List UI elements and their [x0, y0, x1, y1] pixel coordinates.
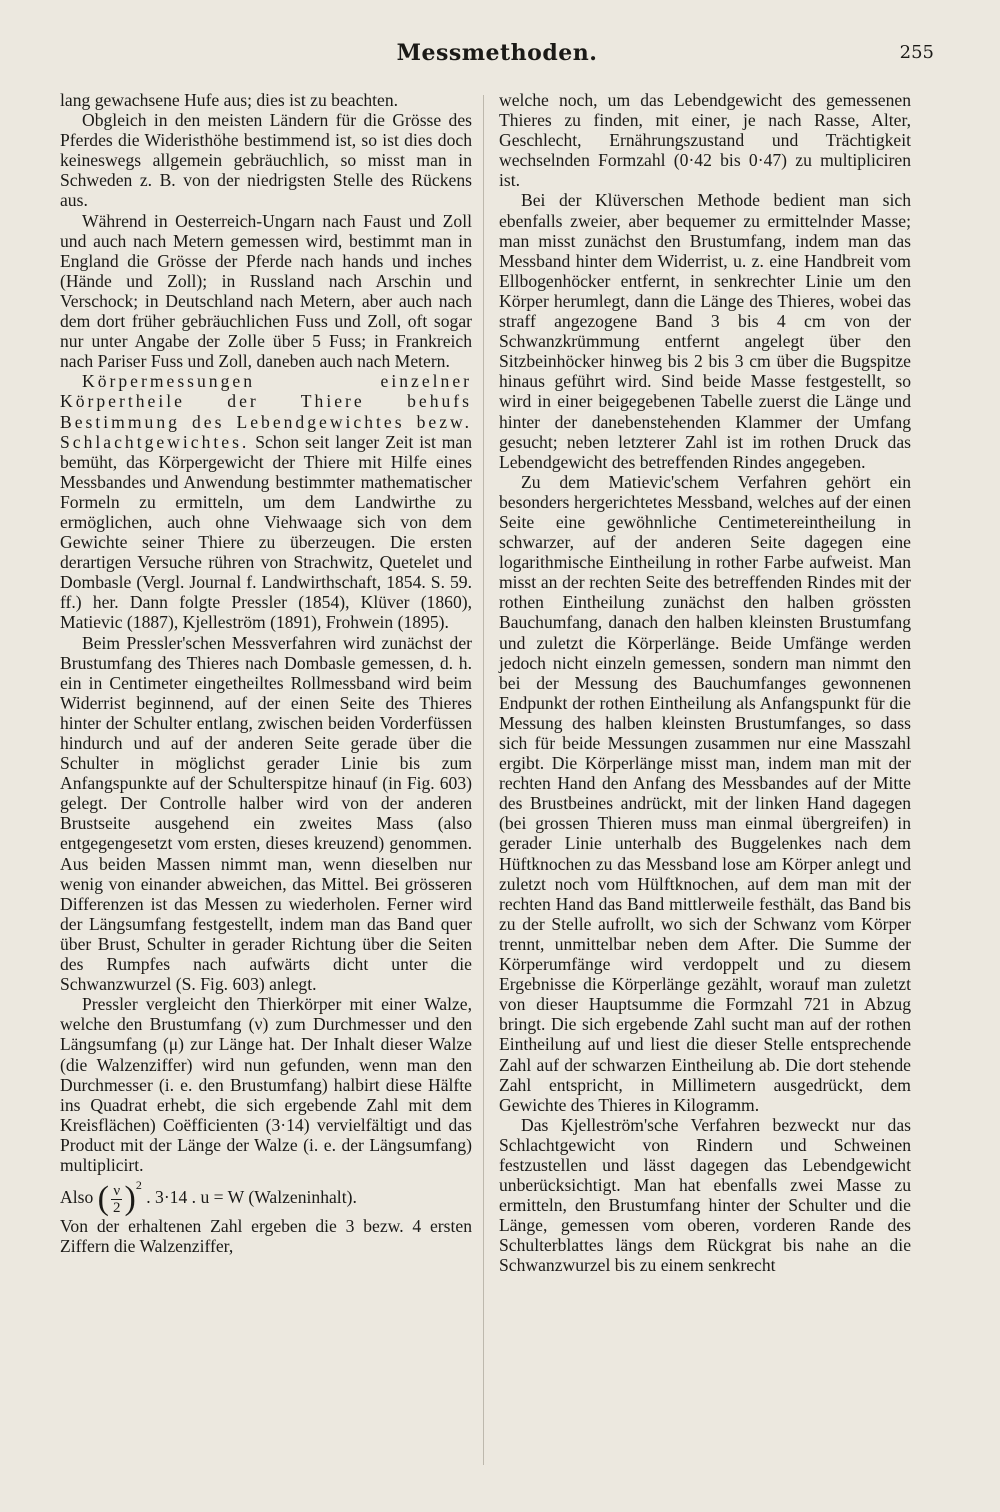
paragraph: Das Kjelleström'sche Verfahren bezweckt nur das Schlachtgewicht von Rindern und Schweinen festzustellen und lässt dagegen das Lebendgewicht unberücksichtigt. Man hat ebenfalls zwei Masse zu ermitteln, den Brustumfang hinter der Schulter und die Länge, gemessen vom oberen, vorderen Rande des Schulterblattes längs dem Rückgrat bis nahe an die Schwanzwurzel bis zu einem senkrecht [499, 1114, 911, 1276]
formula-prefix: Also [60, 1187, 94, 1208]
right-column [499, 90, 911, 1276]
formula-paren-open: ( [97, 1179, 109, 1217]
paragraph: lang gewachsene Hufe aus; dies ist zu beachten. [60, 90, 399, 110]
fraction-numerator: ν [111, 1183, 123, 1200]
left-column [60, 90, 472, 1256]
paragraph: Bei der Klüverschen Methode bedient man sich ebenfalls zweier, aber bequemer zu ermittelnder Masse; man misst zunächst den Brustumfang, indem man das Messband hinter dem Widerrist, u. z. eine Handbreit vom Ellbogenhöcker entfernt, in senkrechter Linie um den Körper herumlegt, dann die Länge des Thieres, wobei das straff angezogene Band 3 bis 4 cm von der Schwanzkrümmung entfernt angelegt über den Sitzbeinhöcker hinweg bis 2 bis 3 cm über die Bugspitze hinaus geführt wird. Sind beide Masse festgestellt, so wird in einer beigegebenen Tabelle zuerst die Länge und hinter der danebenstehenden Klammer der Umfang gesucht; neben letzterer Zahl ist im rothen Druck das Lebendgewicht des betreffenden Rindes angegeben. [499, 190, 911, 472]
section-text: Schon seit langer Zeit ist man bemüht, das Körpergewicht der Thiere mit Hilfe eines Messbandes und Anwendung bestimmter mathematischer Formeln zu ermitteln, um dem Landwirthe zu ermöglichen, auch ohne Viehwaage sich von dem Gewichte seiner Thiere zu überzeugen. Die ersten derartigen Versuche rühren von Strachwitz, Quetelet und Dombasle (Vergl. Journal f. Landwirthschaft, 1854. S. 59. ff.) her. Dann folgte Pressler (1854), Klüver (1860), Matievic (1887), Kjelleström (1891), Frohwein (1895). [60, 431, 472, 633]
paragraph: Beim Pressler'schen Messverfahren wird zunächst der Brustumfang des Thieres nach Dombasle gemessen, d. h. ein in Centimeter eingetheiltes Rollmessband wird beim Widerrist beginnend, auf der einen Seite des Thieres hinter der Schulter entlang, zwischen beiden Vorderfüssen hindurch und auf der anderen Seite gerade über die Schulter in möglichst gerader Linie bis zum Anfangspunkte auf der Schulterspitze hinauf (in Fig. 603) gelegt. Der Controlle halber wird von der anderen Brustseite ausgehend ein zweites Mass (also entgegengesetzt vom ersten, dieses kreuzend) genommen. Aus beiden Massen nimmt man, wenn dieselben nur wenig von einander abweichen, das Mittel. Bei grösseren Differenzen ist das Messen zu wiederholen. Ferner wird der Längsumfang festgestellt, indem man das Band quer über Brust, Schulter in gerader Richtung über die Seiten des Rumpfes nach aufwärts dicht unter die Schwanzwurzel (S. Fig. 603) anlegt. [60, 632, 472, 995]
formula-paren-close: ) [124, 1179, 136, 1217]
running-header [60, 40, 934, 80]
paragraph: Während in Oesterreich-Ungarn nach Faust und Zoll und auch nach Metern gemessen wird, bestimmt man in England die Grösse der Pferde nach hands und inches (Hände und Zoll); in Russland nach Arschin und Verschock; in Deutschland nach Metern, aber auch nach dem dort früher gebräuchlichen Fuss und Zoll, oft sogar nur unter Angabe der Zolle über 5 Fuss; in Frankreich nach Pariser Fuss und Zoll, daneben auch nach Metern. [60, 210, 472, 372]
section-paragraph [60, 371, 472, 632]
running-title: Messmethoden. [396, 40, 598, 66]
formula [60, 1175, 472, 1215]
paragraph: Von der erhaltenen Zahl ergeben die 3 bezw. 4 ersten Ziffern die Walzenziffer, [60, 1215, 472, 1256]
column-divider [483, 95, 484, 1465]
paragraph: Zu dem Matievic'schem Verfahren gehört ein besonders hergerichtetes Messband, welches auf der einen Seite eine gewöhnliche Centimetereintheilung in schwarzer, auf der anderen Seite dagegen eine logarithmische Eintheilung in rother Farbe aufweist. Man misst an der rechten Seite des betreffenden Rindes mit der rothen Eintheilung zunächst den halben grössten Bauchumfang, danach den halben kleinsten Brustumfang und zuletzt die Körperlänge. Beide Umfänge werden jedoch nicht einzeln gemessen, sondern man nimmt den bei der Messung des Bauchumfanges gewonnenen Endpunkt der rothen Eintheilung als Anfangspunkt für die Messung des halben kleinsten Brustumfanges, so dass sich für beide Messungen zusammen nur eine Masszahl ergibt. Die Körperlänge misst man, indem man mit der rechten Hand den Anfang des Messbandes auf der Mitte des Brustbeines andrückt, mit der linken Hand dagegen (bei grossen Thieren muss man einmal übergreifen) in gerader Linie unterhalb des Buggelenkes nach dem Hüftknochen zu das Messband lose am Körper anlegt und zuletzt noch vom Hülftknochen, auf dem man mit der rechten Hand das Band mittlerweile festhält, das Band bis zu der Stelle aufrollt, wo sich der Schwanz vom Körper trennt, unmittelbar neben dem After. Die Summe der Körperumfänge wird verdoppelt und zu diesem Ergebnisse die Körperlänge gezählt, worauf man zuletzt von dieser Hauptsumme die Formzahl 721 in Abzug bringt. Die sich ergebende Zahl sucht man auf der rothen Eintheilung auf und liest die dieser Stelle entsprechende Zahl auf der schwarzen Eintheilung ab. Die dort stehende Zahl entspricht, in Millimetern ausgedrückt, dem Gewichte des Thieres in Kilogramm. [499, 471, 911, 1115]
fraction-denominator: 2 [112, 1199, 121, 1216]
formula-fraction [111, 1183, 123, 1216]
paragraph: welche noch, um das Lebendgewicht des gemessenen Thieres zu finden, mit einer, je nach Rasse, Alter, Geschlecht, Ernährungszustand und Trächtigkeit wechselnden Formzahl (0·42 bis 0·47) zu multipliciren ist. [499, 90, 911, 191]
section-heading: Körpermessungen einzelner Körpertheile der Thiere behufs Bestimmung des Lebendgewichtes bezw. Schlachtgewichtes. [60, 371, 472, 452]
paragraph: Pressler vergleicht den Thierkörper mit einer Walze, welche den Brustumfang (ν) zum Durchmesser und den Längsumfang (μ) zur Länge hat. Der Inhalt dieser Walze (die Walzenziffer) wird nun gefunden, wenn man den Durchmesser (i. e. den Brustumfang) halbirt diese Hälfte ins Quadrat erhebt, die sich ergebende Zahl mit dem Kreisflächen) Coëfficienten (3·14) vervielfältigt und das Product mit der Länge der Walze (i. e. der Längsumfang) multiplicirt. [60, 994, 472, 1175]
paragraph: Obgleich in den meisten Ländern für die Grösse des Pferdes die Wideristhöhe bestimmend ist, so ist dies doch keineswegs allgemein gebräuchlich, so misst man in Schweden z. B. von der niedrigsten Stelle des Rückens aus. [60, 110, 472, 211]
formula-exponent: 2 [135, 1178, 142, 1193]
formula-rest: . 3·14 . u = W (Walzeninhalt). [146, 1187, 357, 1208]
page-number: 255 [899, 42, 934, 63]
